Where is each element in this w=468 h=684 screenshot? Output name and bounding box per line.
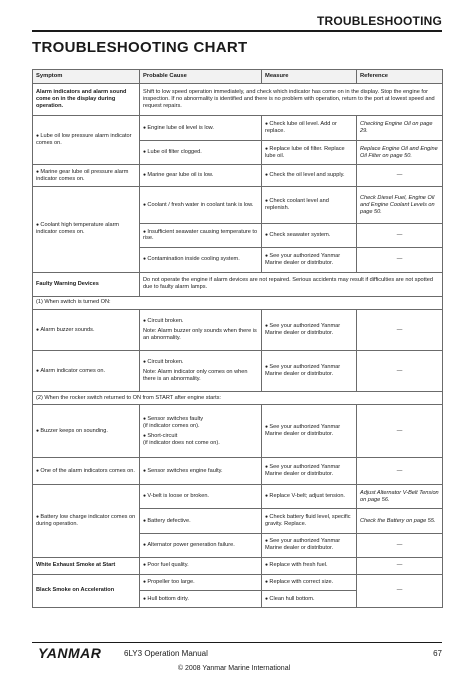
measure-cell: ● Check seawater system.	[262, 223, 357, 247]
reference-cell: —	[357, 310, 443, 351]
cause-line: ● Circuit broken.	[143, 318, 258, 325]
switch-on-heading: (1) When switch is turned ON:	[33, 296, 443, 309]
cause-cell	[140, 310, 262, 351]
header-divider	[32, 30, 442, 32]
reference-cell: —	[357, 458, 443, 485]
table-row	[33, 405, 443, 458]
section-header: TROUBLESHOOTING	[317, 14, 442, 28]
reference-cell: Replace Engine Oil and Engine Oil Filter on page 50.	[357, 140, 443, 164]
cause-cell: ● Lube oil filter clogged.	[140, 140, 262, 164]
table-header-row	[33, 70, 443, 84]
cause-cell: ● Sensor switches engine faulty.	[140, 458, 262, 485]
cause-cell: ● Marine gear lube oil is low.	[140, 165, 262, 187]
reference-cell: —	[357, 248, 443, 272]
symptom-cell: ● Lube oil low pressure alarm indicator comes on.	[33, 116, 140, 165]
table-row	[33, 296, 443, 309]
cause-note: Note: Alarm buzzer only sounds when there is an abnormality.	[143, 328, 257, 342]
table-row	[33, 558, 443, 575]
measure-cell: ● Replace lube oil filter. Replace lube oil.	[262, 140, 357, 164]
cause-cell: ● Poor fuel quality.	[140, 558, 262, 575]
measure-cell: ● Replace with fresh fuel.	[262, 558, 357, 575]
table-row	[33, 310, 443, 351]
measure-cell: ● See your authorized Yanmar Marine dealer or distributor.	[262, 248, 357, 272]
table-row	[33, 272, 443, 296]
column-header-symptom: Symptom	[33, 70, 140, 84]
column-header-measure: Measure	[262, 70, 357, 84]
table-row	[33, 574, 443, 591]
table-row	[33, 84, 443, 116]
reference-cell: Adjust Alternator V-Belt Tension on page 56.	[357, 485, 443, 509]
measure-cell: ● See your authorized Yanmar Marine dealer or distributor.	[262, 533, 357, 557]
measure-cell: ● Clean hull bottom.	[262, 591, 357, 608]
reference-cell: Check the Battery on page 55.	[357, 509, 443, 533]
cause-line: (if indicator does not come on).	[143, 439, 220, 446]
cause-line: ● Circuit broken.	[143, 359, 258, 366]
reference-cell: —	[357, 223, 443, 247]
cause-cell: ● Alternator power generation failure.	[140, 533, 262, 557]
symptom-cell: ● Coolant high temperature alarm indicator comes on.	[33, 187, 140, 272]
reference-cell: —	[357, 574, 443, 607]
cause-cell: ● V-belt is loose or broken.	[140, 485, 262, 509]
symptom-cell: Black Smoke on Acceleration	[33, 574, 140, 607]
reference-cell: Checking Engine Oil on page 29.	[357, 116, 443, 140]
table-row	[33, 116, 443, 140]
cause-cell: ● Hull bottom dirty.	[140, 591, 262, 608]
yanmar-logo: YANMAR	[38, 645, 102, 661]
reference-cell: —	[357, 533, 443, 557]
symptom-cell: White Exhaust Smoke at Start	[33, 558, 140, 575]
cause-cell	[140, 351, 262, 392]
cause-line: ● Sensor switches faulty	[143, 416, 258, 423]
alarm-intro-label: Alarm indicators and alarm sound come on in the display during operation.	[33, 84, 140, 116]
measure-cell: ● Check the oil level and supply.	[262, 165, 357, 187]
column-header-reference: Reference	[357, 70, 443, 84]
symptom-cell: ● Buzzer keeps on sounding.	[33, 405, 140, 458]
symptom-cell: ● Alarm indicator comes on.	[33, 351, 140, 392]
symptom-cell: ● Alarm buzzer sounds.	[33, 310, 140, 351]
symptom-cell: ● Marine gear lube oil pressure alarm indicator comes on.	[33, 165, 140, 187]
table-row	[33, 351, 443, 392]
table-row	[33, 392, 443, 405]
page-title: TROUBLESHOOTING CHART	[32, 39, 248, 56]
reference-cell: —	[357, 558, 443, 575]
footer-divider	[32, 642, 442, 643]
measure-cell: ● See your authorized Yanmar Marine dealer or distributor.	[262, 405, 357, 458]
cause-cell	[140, 405, 262, 458]
measure-cell: ● Replace V-belt; adjust tension.	[262, 485, 357, 509]
reference-cell: —	[357, 165, 443, 187]
alarm-intro-text: Shift to low speed operation immediately, and check which indicator has come on in the display. Stop the engine for inspection. If no abnormality is identified and there is no problem with operation, return to the port at lowest speed and request repairs.	[140, 84, 443, 116]
cause-cell: ● Coolant / fresh water in coolant tank is low.	[140, 187, 262, 224]
faulty-devices-text: Do not operate the engine if alarm devices are not repaired. Serious accidents may result if difficulties are not spotted due to faulty alarm lamps.	[140, 272, 443, 296]
measure-cell: ● Check lube oil level. Add or replace.	[262, 116, 357, 140]
measure-cell: ● Check coolant level and replenish.	[262, 187, 357, 224]
measure-cell: ● Check battery fluid level, specific gravity. Replace.	[262, 509, 357, 533]
cause-note: Note: Alarm indicator only comes on when there is an abnormality.	[143, 369, 248, 383]
column-header-cause: Probable Cause	[140, 70, 262, 84]
cause-cell: ● Battery defective.	[140, 509, 262, 533]
cause-line: ● Short-circuit	[143, 433, 258, 440]
measure-cell: ● See your authorized Yanmar Marine dealer or distributor.	[262, 351, 357, 392]
cause-cell: ● Contamination inside cooling system.	[140, 248, 262, 272]
faulty-devices-label: Faulty Warning Devices	[33, 272, 140, 296]
cause-cell: ● Propeller too large.	[140, 574, 262, 591]
cause-cell: ● Insufficient seawater causing temperature to rise.	[140, 223, 262, 247]
cause-line: (if indicator comes on).	[143, 422, 200, 429]
measure-cell: ● See your authorized Yanmar Marine dealer or distributor.	[262, 310, 357, 351]
table-row	[33, 485, 443, 509]
rocker-switch-heading: (2) When the rocker switch returned to ON from START after engine starts:	[33, 392, 443, 405]
table-row	[33, 165, 443, 187]
manual-name: 6LY3 Operation Manual	[124, 649, 208, 658]
symptom-cell: ● One of the alarm indicators comes on.	[33, 458, 140, 485]
copyright-notice: © 2008 Yanmar Marine International	[177, 665, 291, 672]
page-number: 67	[433, 649, 442, 658]
table-row	[33, 187, 443, 224]
measure-cell: ● See your authorized Yanmar Marine dealer or distributor.	[262, 458, 357, 485]
reference-cell: —	[357, 405, 443, 458]
measure-cell: ● Replace with correct size.	[262, 574, 357, 591]
troubleshooting-table	[32, 69, 443, 608]
table-row	[33, 458, 443, 485]
symptom-cell: ● Battery low charge indicator comes on during operation.	[33, 485, 140, 558]
reference-cell: —	[357, 351, 443, 392]
cause-cell: ● Engine lube oil level is low.	[140, 116, 262, 140]
reference-cell: Check Diesel Fuel, Engine Oil and Engine Coolant Levels on page 50.	[357, 187, 443, 224]
